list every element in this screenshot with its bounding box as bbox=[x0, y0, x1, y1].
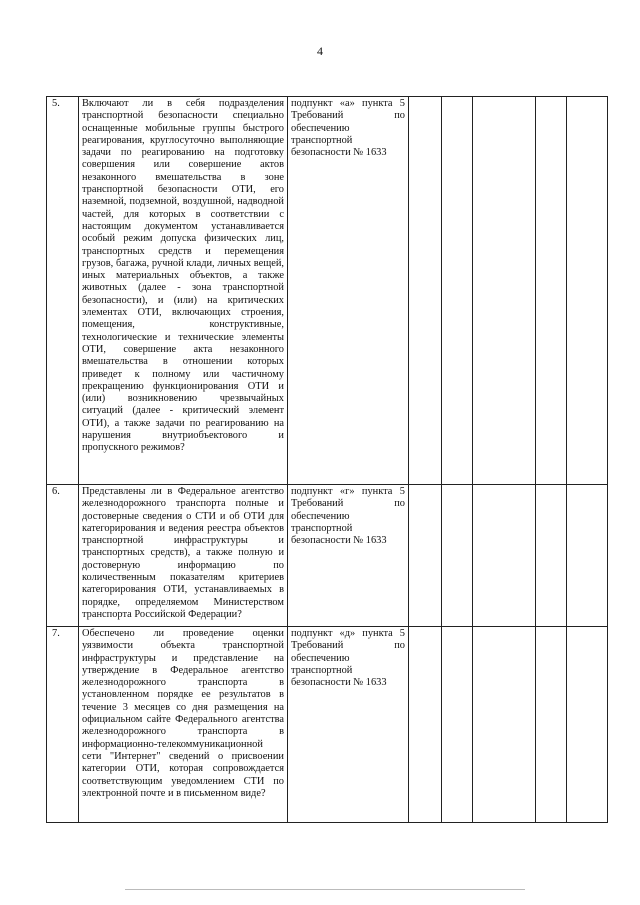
answer-cell bbox=[442, 627, 473, 823]
answer-cell bbox=[473, 485, 536, 627]
answer-cell bbox=[567, 485, 608, 627]
question-text: Представлены ли в Федеральное агентство железнодорожного транспорта полные и достоверные сведения о СТИ и об ОТИ для категорирования и ведения реестра объектов транспортной инфраструктуры и транспортных средств), а также полную и достоверную информацию по количественным показателям критериев категорирования ОТИ, устанавливаемых в порядке, определяемом Министерством транспорта Российской Федерации? bbox=[79, 485, 288, 627]
table-row bbox=[47, 485, 608, 627]
table-row bbox=[47, 97, 608, 485]
requirement-reference: подпункт «д» пункта 5 Требований по обеспечению транспортной безопасности № 1633 bbox=[288, 627, 409, 823]
answer-cell bbox=[409, 627, 442, 823]
row-number: 5. bbox=[47, 97, 79, 485]
answer-cell bbox=[567, 97, 608, 485]
answer-cell bbox=[536, 627, 567, 823]
requirement-reference: подпункт «г» пункта 5 Требований по обеспечению транспортной безопасности № 1633 bbox=[288, 485, 409, 627]
checklist-table bbox=[46, 96, 608, 823]
answer-cell bbox=[536, 485, 567, 627]
scan-edge-line bbox=[125, 889, 525, 890]
question-text: Обеспечено ли проведение оценки уязвимости объекта транспортной инфраструктуры и представление на утверждение в Федеральное агентство железнодорожного транспорта в установленном порядке ее результатов в течение 3 месяцев со дня размещения на официальном сайте Федерального агентства железнодорожного транспорта в информационно-телекоммуникационной сети "Интернет" сведений о присвоении категории ОТИ, которая сопровождается соответствующим уведомлением СТИ по электронной почте и в письменном виде? bbox=[79, 627, 288, 823]
answer-cell bbox=[409, 485, 442, 627]
answer-cell bbox=[442, 485, 473, 627]
answer-cell bbox=[567, 627, 608, 823]
row-number: 7. bbox=[47, 627, 79, 823]
row-number: 6. bbox=[47, 485, 79, 627]
question-text: Включают ли в себя подразделения транспортной безопасности специально оснащенные мобильные группы быстрого реагирования, круглосуточно выполняющие задачи по реагированию на подготовку совершения или совершение актов незаконного вмешательства в зоне транспортной безопасности ОТИ, его наземной, подземной, воздушной, надводной частей, для которых в соответствии с настоящим документом устанавливается особый режим допуска физических лиц, транспортных средств и перемещения грузов, багажа, ручной клади, личных вещей, иных материальных объектов, а также животных (далее - зона транспортной безопасности), и (или) на критических элементах ОТИ, включающих строения, помещения, конструктивные, технологические и технические элементы ОТИ, совершение акта незаконного вмешательства в отношении которых приведет к полному или частичному прекращению функционирования ОТИ и (или) возникновению чрезвычайных ситуаций (далее - критический элемент ОТИ), а также задачи по реагированию на нарушения внутриобъектового и пропускного режимов? bbox=[79, 97, 288, 485]
answer-cell bbox=[409, 97, 442, 485]
answer-cell bbox=[473, 97, 536, 485]
page-number: 4 bbox=[317, 44, 323, 58]
table-row bbox=[47, 627, 608, 823]
requirement-reference: подпункт «а» пункта 5 Требований по обеспечению транспортной безопасности № 1633 bbox=[288, 97, 409, 485]
answer-cell bbox=[473, 627, 536, 823]
answer-cell bbox=[442, 97, 473, 485]
answer-cell bbox=[536, 97, 567, 485]
